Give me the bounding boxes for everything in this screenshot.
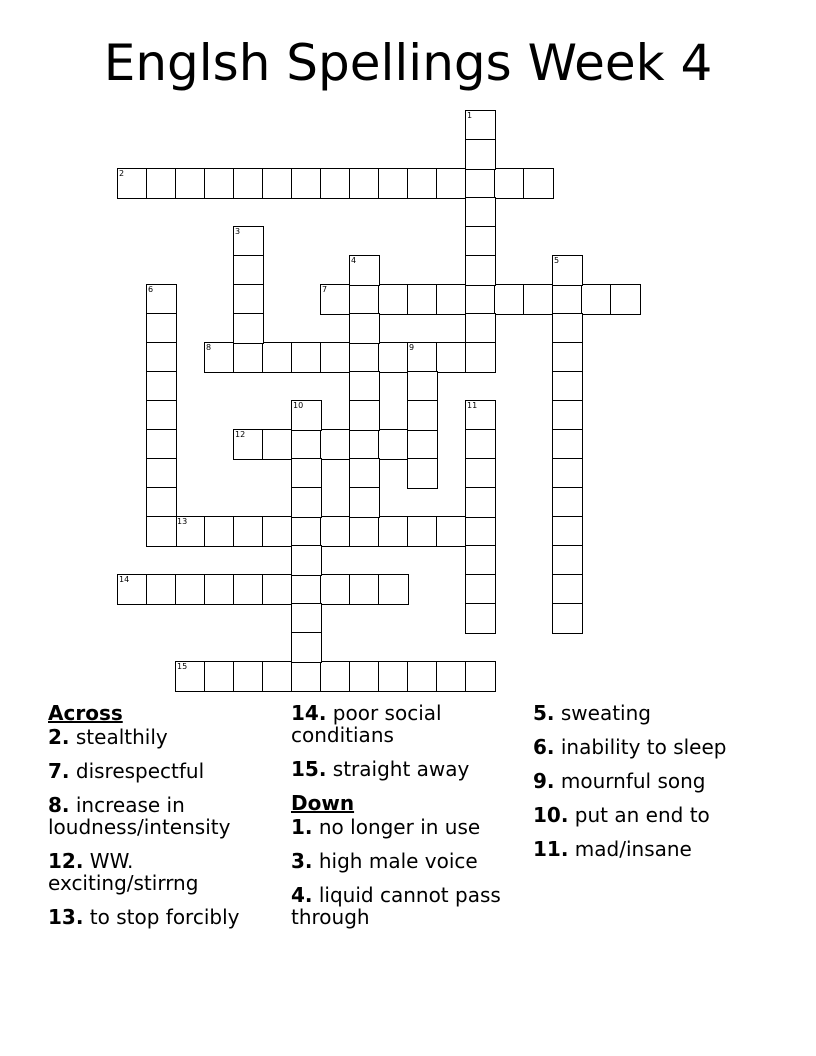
clue-number: 1 — [467, 111, 473, 120]
grid-cell[interactable] — [465, 487, 496, 518]
grid-cell[interactable] — [407, 168, 438, 199]
across-heading: Across — [48, 701, 123, 725]
grid-cell[interactable] — [262, 429, 293, 460]
grid-cell[interactable] — [465, 342, 496, 373]
grid-cell[interactable] — [175, 661, 206, 692]
clue-down-9: 9. mournful song — [533, 769, 706, 793]
grid-cell[interactable] — [146, 574, 177, 605]
grid-cell[interactable] — [407, 458, 438, 489]
grid-cell[interactable] — [146, 400, 177, 431]
grid-cell[interactable] — [291, 400, 322, 431]
grid-cell[interactable] — [175, 516, 206, 547]
down-heading: Down — [291, 791, 355, 815]
clue-down-6: 6. inability to sleep — [533, 735, 727, 759]
grid-cell[interactable] — [407, 371, 438, 402]
grid-cell[interactable] — [146, 168, 177, 199]
grid-cell[interactable] — [407, 284, 438, 315]
clues-column-2 — [291, 702, 516, 940]
grid-cell[interactable] — [204, 574, 235, 605]
grid-cell[interactable] — [523, 284, 554, 315]
grid-cell[interactable] — [291, 342, 322, 373]
grid-cell[interactable] — [320, 661, 351, 692]
grid-cell[interactable] — [233, 226, 264, 257]
grid-cell[interactable] — [552, 545, 583, 576]
grid-cell[interactable] — [349, 255, 380, 286]
grid-cell[interactable] — [378, 429, 409, 460]
grid-cell[interactable] — [204, 168, 235, 199]
grid-cell[interactable] — [465, 255, 496, 286]
grid-cell[interactable] — [465, 545, 496, 576]
grid-cell[interactable] — [465, 603, 496, 634]
grid-cell[interactable] — [349, 342, 380, 373]
grid-cell[interactable] — [552, 429, 583, 460]
clue-down-3: 3. high male voice — [291, 849, 478, 873]
grid-cell[interactable] — [291, 603, 322, 634]
grid-cell[interactable] — [436, 516, 467, 547]
grid-cell[interactable] — [146, 429, 177, 460]
grid-cell[interactable] — [291, 487, 322, 518]
clue-down-5: 5. sweating — [533, 701, 651, 725]
grid-cell[interactable] — [552, 284, 583, 315]
grid-cell[interactable] — [407, 400, 438, 431]
grid-cell[interactable] — [146, 313, 177, 344]
grid-cell[interactable] — [378, 168, 409, 199]
grid-cell[interactable] — [175, 574, 206, 605]
grid-cell[interactable] — [320, 342, 351, 373]
grid-cell[interactable] — [320, 168, 351, 199]
grid-cell[interactable] — [552, 371, 583, 402]
grid-cell[interactable] — [349, 574, 380, 605]
grid-cell[interactable] — [465, 284, 496, 315]
clue-number: 5 — [554, 256, 560, 265]
puzzle-title: Englsh Spellings Week 4 — [103, 34, 713, 92]
grid-cell[interactable] — [378, 342, 409, 373]
grid-cell[interactable] — [233, 168, 264, 199]
clues-column-3 — [533, 702, 763, 872]
grid-cell[interactable] — [407, 429, 438, 460]
clue-down-11: 11. mad/insane — [533, 837, 692, 861]
grid-cell[interactable] — [465, 197, 496, 228]
grid-cell[interactable] — [291, 458, 322, 489]
clue-across-14: 14. poor social conditians — [291, 701, 442, 747]
grid-cell[interactable] — [291, 574, 322, 605]
clue-number: 11 — [467, 401, 478, 410]
grid-cell[interactable] — [552, 574, 583, 605]
grid-cell[interactable] — [552, 458, 583, 489]
grid-cell[interactable] — [465, 110, 496, 141]
grid-cell[interactable] — [465, 139, 496, 170]
grid-cell[interactable] — [552, 313, 583, 344]
clue-number: 6 — [148, 285, 154, 294]
clue-number: 15 — [177, 662, 188, 671]
clue-number: 8 — [206, 343, 212, 352]
clue-across-13: 13. to stop forcibly — [48, 905, 240, 929]
clue-down-1: 1. no longer in use — [291, 815, 481, 839]
grid-cell[interactable] — [349, 313, 380, 344]
grid-cell[interactable] — [407, 661, 438, 692]
grid-cell[interactable] — [233, 313, 264, 344]
grid-cell[interactable] — [378, 661, 409, 692]
grid-cell[interactable] — [378, 574, 409, 605]
clue-across-2: 2. stealthily — [48, 725, 168, 749]
grid-cell[interactable] — [378, 516, 409, 547]
clue-number: 7 — [322, 285, 328, 294]
clues-column-1 — [48, 702, 280, 940]
grid-cell[interactable] — [465, 313, 496, 344]
grid-cell[interactable] — [465, 574, 496, 605]
grid-cell[interactable] — [291, 661, 322, 692]
grid-cell[interactable] — [175, 168, 206, 199]
grid-cell[interactable] — [291, 516, 322, 547]
clue-number: 12 — [235, 430, 246, 439]
grid-cell[interactable] — [262, 574, 293, 605]
grid-cell[interactable] — [494, 284, 525, 315]
grid-cell[interactable] — [146, 284, 177, 315]
grid-cell[interactable] — [436, 168, 467, 199]
grid-cell[interactable] — [465, 661, 496, 692]
grid-cell[interactable] — [204, 661, 235, 692]
grid-cell[interactable] — [407, 342, 438, 373]
clue-number: 2 — [119, 169, 125, 178]
clue-across-8: 8. increase in loudness/intensity — [48, 793, 231, 839]
clue-across-7: 7. disrespectful — [48, 759, 205, 783]
grid-cell[interactable] — [233, 429, 264, 460]
clue-number: 13 — [177, 517, 188, 526]
grid-cell[interactable] — [204, 342, 235, 373]
grid-cell[interactable] — [581, 284, 612, 315]
grid-cell[interactable] — [465, 168, 496, 199]
grid-cell[interactable] — [465, 429, 496, 460]
grid-cell[interactable] — [320, 284, 351, 315]
grid-cell[interactable] — [552, 516, 583, 547]
grid-cell[interactable] — [291, 168, 322, 199]
clue-number: 14 — [119, 575, 130, 584]
clue-across-15: 15. straight away — [291, 757, 470, 781]
grid-cell[interactable] — [262, 661, 293, 692]
grid-cell[interactable] — [465, 516, 496, 547]
grid-cell[interactable] — [262, 342, 293, 373]
grid-cell[interactable] — [233, 661, 264, 692]
grid-cell[interactable] — [494, 168, 525, 199]
grid-cell[interactable] — [349, 516, 380, 547]
grid-cell[interactable] — [146, 371, 177, 402]
grid-cell[interactable] — [349, 661, 380, 692]
clue-down-4: 4. liquid cannot pass through — [291, 883, 501, 929]
grid-cell[interactable] — [349, 487, 380, 518]
grid-cell[interactable] — [349, 458, 380, 489]
grid-cell[interactable] — [349, 371, 380, 402]
grid-cell[interactable] — [378, 284, 409, 315]
grid-cell[interactable] — [233, 255, 264, 286]
grid-cell[interactable] — [552, 487, 583, 518]
grid-cell[interactable] — [233, 574, 264, 605]
grid-cell[interactable] — [610, 284, 641, 315]
grid-cell[interactable] — [320, 574, 351, 605]
clue-number: 9 — [409, 343, 415, 352]
grid-cell[interactable] — [465, 458, 496, 489]
grid-cell[interactable] — [262, 168, 293, 199]
grid-cell[interactable] — [291, 632, 322, 663]
grid-cell[interactable] — [465, 226, 496, 257]
grid-cell[interactable] — [262, 516, 293, 547]
grid-cell[interactable] — [552, 400, 583, 431]
grid-cell[interactable] — [146, 516, 177, 547]
grid-cell[interactable] — [320, 516, 351, 547]
grid-cell[interactable] — [349, 284, 380, 315]
grid-cell[interactable] — [436, 342, 467, 373]
grid-cell[interactable] — [291, 545, 322, 576]
grid-cell[interactable] — [320, 429, 351, 460]
grid-cell[interactable] — [523, 168, 554, 199]
grid-cell[interactable] — [291, 429, 322, 460]
grid-cell[interactable] — [117, 574, 148, 605]
grid-cell[interactable] — [233, 516, 264, 547]
grid-cell[interactable] — [552, 603, 583, 634]
grid-cell[interactable] — [204, 516, 235, 547]
grid-cell[interactable] — [552, 255, 583, 286]
clue-across-12: 12. WW. exciting/stirrng — [48, 849, 199, 895]
grid-cell[interactable] — [436, 661, 467, 692]
grid-cell[interactable] — [349, 168, 380, 199]
grid-cell[interactable] — [146, 458, 177, 489]
grid-cell[interactable] — [552, 342, 583, 373]
grid-cell[interactable] — [349, 400, 380, 431]
clue-down-10: 10. put an end to — [533, 803, 710, 827]
grid-cell[interactable] — [436, 284, 467, 315]
clue-number: 4 — [351, 256, 357, 265]
grid-cell[interactable] — [146, 487, 177, 518]
grid-cell[interactable] — [407, 516, 438, 547]
grid-cell[interactable] — [233, 342, 264, 373]
clue-number: 10 — [293, 401, 304, 410]
grid-cell[interactable] — [465, 400, 496, 431]
grid-cell[interactable] — [146, 342, 177, 373]
grid-cell[interactable] — [233, 284, 264, 315]
clue-number: 3 — [235, 227, 241, 236]
grid-cell[interactable] — [349, 429, 380, 460]
grid-cell[interactable] — [117, 168, 148, 199]
